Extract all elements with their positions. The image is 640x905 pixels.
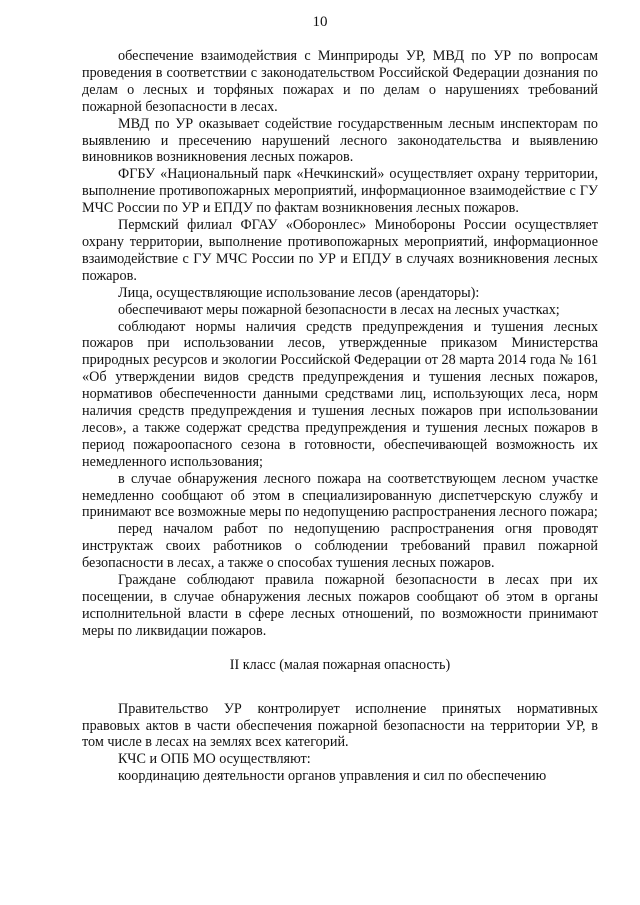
paragraph: перед началом работ по недопущению распространения огня проводят инструктаж своих работников о соблюдении требований правил пожарной безопасности в лесах, а также о способах тушения лесных пожаров. [82, 521, 598, 572]
paragraph: МВД по УР оказывает содействие государственным лесным инспекторам по выявлению и пресечению нарушений лесного законодательства и выявлению виновников возникновения лесных пожаров. [82, 115, 598, 166]
paragraph: в случае обнаружения лесного пожара на соответствующем лесном участке немедленно сообщают об этом в специализированную диспетчерскую службу и принимают все возможные меры по недопущению распространения лесного пожара; [82, 470, 598, 521]
paragraph: координацию деятельности органов управления и сил по обеспечению [118, 768, 547, 785]
paragraph: обеспечивают меры пожарной безопасности в лесах на лесных участках; [118, 301, 560, 318]
paragraph: обеспечение взаимодействия с Минприроды УР, МВД по УР по вопросам проведения в соответствии с законодательством Российской Федерации дознания по делам о лесных и торфяных пожарах и по делам о нарушениях требований пожарной безопасности в лесах. [82, 48, 598, 115]
page-number: 10 [312, 14, 328, 30]
paragraph: Пермский филиал ФГАУ «Оборонлес» Минобороны России осуществляет охрану территории, выполнение противопожарных мероприятий, информационное взаимодействие с ГУ МЧС России по УР и ЕПДУ в случаях возникновения лесных пожаров. [82, 217, 598, 284]
paragraph: Лица, осуществляющие использование лесов (арендаторы): [118, 284, 480, 301]
paragraph: Правительство УР контролирует исполнение принятых нормативных правовых актов в части обеспечения пожарной безопасности на территории УР, в том числе в лесах на землях всех категорий. [82, 700, 598, 751]
section-heading: II класс (малая пожарная опасность) [229, 656, 451, 673]
paragraph: ФГБУ «Национальный парк «Нечкинский» осуществляет охрану территории, выполнение противопожарных мероприятий, информационное взаимодействие с ГУ МЧС России по УР и ЕПДУ по фактам возникновения лесных пожаров. [82, 166, 598, 217]
paragraph: соблюдают нормы наличия средств предупреждения и тушения лесных пожаров при использовании лесов, утвержденные приказом Министерства природных ресурсов и экологии Российской Федерации от 28 марта 2014 года № 161 «Об утверждении видов средств предупреждения и тушения лесных пожаров, нормативов обеспеченности данными средствами лиц, использующих леса, норм наличия средств предупреждения и тушения лесных пожаров при использовании лесов», а также содержат средства предупреждения и тушения лесных пожаров в период пожароопасного сезона в готовности, обеспечивающей возможность их немедленного использования; [82, 318, 598, 470]
paragraph: Граждане соблюдают правила пожарной безопасности в лесах при их посещении, в случае обнаружения лесных пожаров сообщают об этом в органы исполнительной власти в сфере лесных отношений, по возможности принимают меры по ликвидации пожаров. [82, 572, 598, 639]
document-body [82, 48, 598, 785]
paragraph: КЧС и ОПБ МО осуществляют: [118, 751, 311, 768]
